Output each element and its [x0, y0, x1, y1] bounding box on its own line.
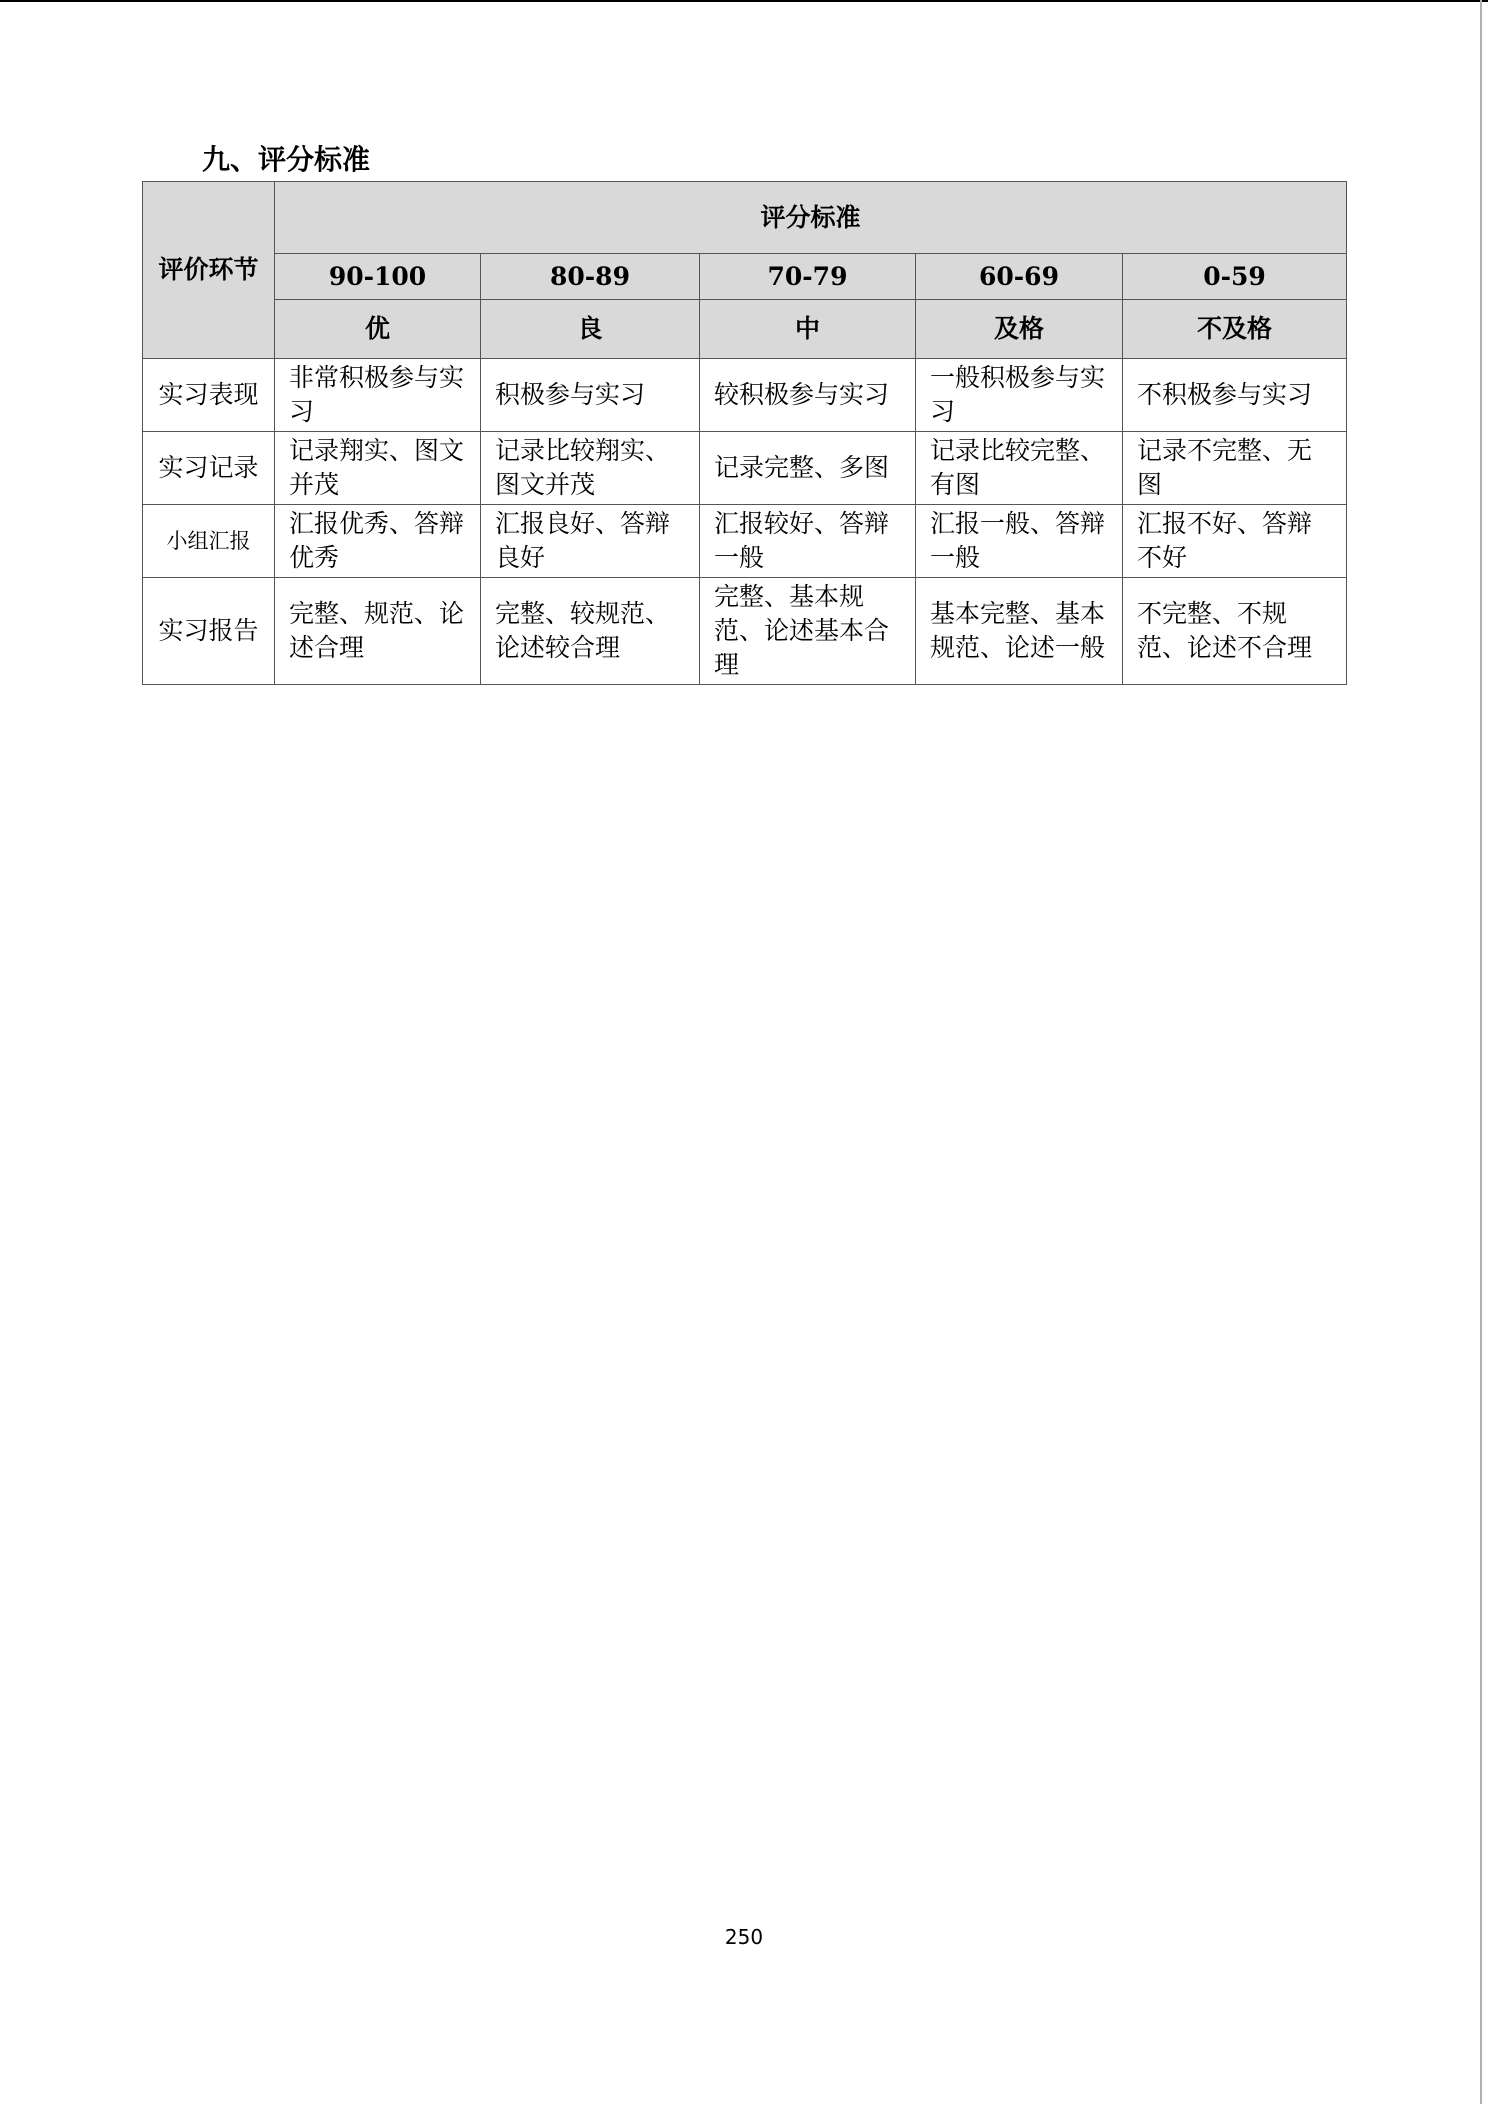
stage-label: 实习表现 [143, 359, 275, 432]
table-row [143, 432, 1347, 505]
score-band: 70-79 [700, 254, 916, 300]
grade-label: 及格 [916, 300, 1123, 359]
criteria-cell: 完整、较规范、论述较合理 [481, 578, 700, 685]
header-row-score-bands [143, 254, 1347, 300]
criteria-cell: 较积极参与实习 [700, 359, 916, 432]
criteria-cell: 记录不完整、无图 [1123, 432, 1347, 505]
header-row-grades [143, 300, 1347, 359]
table-row [143, 578, 1347, 685]
grade-label: 不及格 [1123, 300, 1347, 359]
criteria-cell: 记录比较翔实、图文并茂 [481, 432, 700, 505]
criteria-cell: 记录比较完整、有图 [916, 432, 1123, 505]
table-row [143, 505, 1347, 578]
grade-label: 中 [700, 300, 916, 359]
section-heading: 九、评分标准 [202, 143, 371, 176]
grading-criteria-table [142, 181, 1347, 685]
stage-label: 实习记录 [143, 432, 275, 505]
header-row-criteria [143, 182, 1347, 254]
criteria-cell: 汇报较好、答辩一般 [700, 505, 916, 578]
grade-label: 良 [481, 300, 700, 359]
score-band: 60-69 [916, 254, 1123, 300]
grade-label: 优 [275, 300, 481, 359]
table-row [143, 359, 1347, 432]
criteria-cell: 汇报不好、答辩不好 [1123, 505, 1347, 578]
criteria-cell: 非常积极参与实习 [275, 359, 481, 432]
stage-header: 评价环节 [143, 182, 275, 359]
score-band: 80-89 [481, 254, 700, 300]
criteria-cell: 完整、基本规范、论述基本合理 [700, 578, 916, 685]
criteria-cell: 记录翔实、图文并茂 [275, 432, 481, 505]
stage-label: 小组汇报 [143, 505, 275, 578]
criteria-cell: 记录完整、多图 [700, 432, 916, 505]
criteria-cell: 积极参与实习 [481, 359, 700, 432]
criteria-cell: 一般积极参与实习 [916, 359, 1123, 432]
page-top-border [0, 0, 1488, 2]
criteria-cell: 不积极参与实习 [1123, 359, 1347, 432]
score-band: 0-59 [1123, 254, 1347, 300]
criteria-cell: 不完整、不规范、论述不合理 [1123, 578, 1347, 685]
score-band: 90-100 [275, 254, 481, 300]
page-number: 250 [724, 1925, 764, 1949]
criteria-header: 评分标准 [275, 182, 1347, 254]
stage-label: 实习报告 [143, 578, 275, 685]
criteria-cell: 汇报一般、答辩一般 [916, 505, 1123, 578]
criteria-cell: 完整、规范、论述合理 [275, 578, 481, 685]
criteria-cell: 汇报优秀、答辩优秀 [275, 505, 481, 578]
page-right-border [1480, 0, 1482, 2104]
criteria-cell: 汇报良好、答辩良好 [481, 505, 700, 578]
criteria-cell: 基本完整、基本规范、论述一般 [916, 578, 1123, 685]
